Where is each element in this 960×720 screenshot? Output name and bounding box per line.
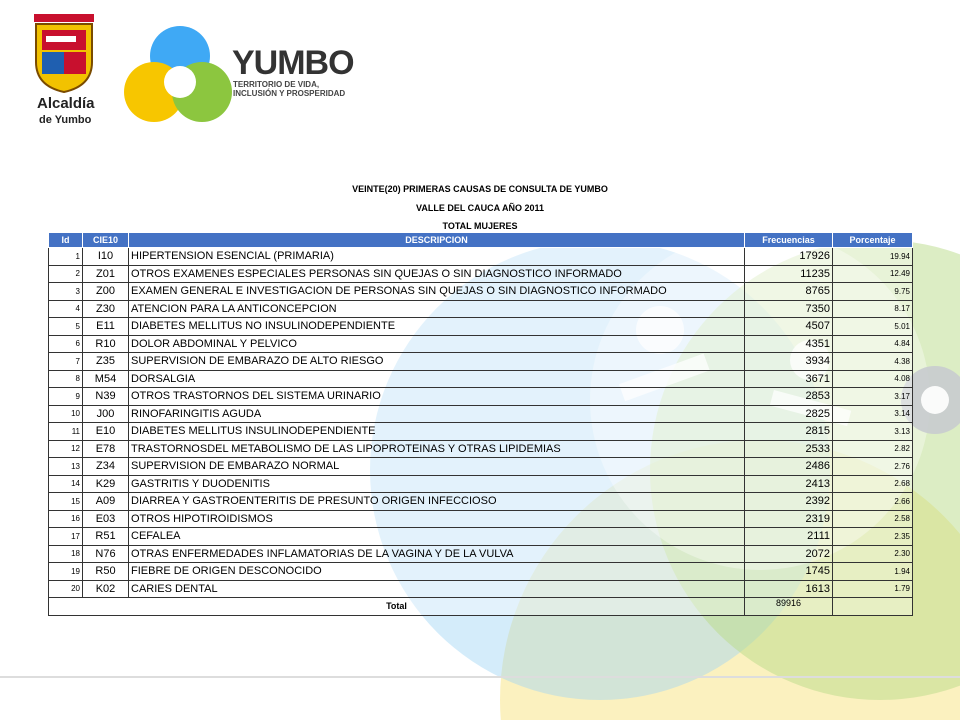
row-id: 9 <box>49 388 83 406</box>
title-line-3: TOTAL MUJERES <box>442 221 518 231</box>
row-percentage: 3.17 <box>833 388 913 406</box>
row-cie10: K02 <box>83 580 129 598</box>
row-frequency: 2533 <box>745 440 833 458</box>
column-header-id: Id <box>49 233 83 248</box>
row-frequency: 2486 <box>745 458 833 476</box>
row-percentage: 2.35 <box>833 528 913 546</box>
row-id: 17 <box>49 528 83 546</box>
table-row <box>49 353 913 371</box>
bottom-divider <box>0 676 960 678</box>
row-cie10: Z35 <box>83 353 129 371</box>
row-cie10: A09 <box>83 493 129 511</box>
row-description: DIARREA Y GASTROENTERITIS DE PRESUNTO ORIGEN INFECCIOSO <box>129 493 745 511</box>
row-description: DIABETES MELLITUS NO INSULINODEPENDIENTE <box>129 318 745 336</box>
row-frequency: 4351 <box>745 335 833 353</box>
row-id: 5 <box>49 318 83 336</box>
row-description: CARIES DENTAL <box>129 580 745 598</box>
table-row <box>49 475 913 493</box>
row-frequency: 7350 <box>745 300 833 318</box>
total-empty-cell <box>833 598 913 616</box>
row-percentage: 4.08 <box>833 370 913 388</box>
row-cie10: I10 <box>83 248 129 266</box>
alcaldia-label: Alcaldía <box>37 95 95 112</box>
total-label: Total <box>49 598 745 616</box>
row-percentage: 1.94 <box>833 563 913 581</box>
row-percentage: 2.68 <box>833 475 913 493</box>
table-header-row <box>49 233 913 248</box>
row-cie10: K29 <box>83 475 129 493</box>
row-id: 11 <box>49 423 83 441</box>
row-description: SUPERVISION DE EMBARAZO NORMAL <box>129 458 745 476</box>
row-frequency: 2072 <box>745 545 833 563</box>
row-cie10: Z01 <box>83 265 129 283</box>
row-percentage: 4.84 <box>833 335 913 353</box>
row-percentage: 5.01 <box>833 318 913 336</box>
row-frequency: 8765 <box>745 283 833 301</box>
row-cie10: R50 <box>83 563 129 581</box>
row-id: 6 <box>49 335 83 353</box>
table-row <box>49 335 913 353</box>
row-frequency: 1613 <box>745 580 833 598</box>
row-cie10: E11 <box>83 318 129 336</box>
row-id: 7 <box>49 353 83 371</box>
row-cie10: J00 <box>83 405 129 423</box>
row-frequency: 2825 <box>745 405 833 423</box>
row-frequency: 3671 <box>745 370 833 388</box>
row-description: DIABETES MELLITUS INSULINODEPENDIENTE <box>129 423 745 441</box>
row-cie10: E03 <box>83 510 129 528</box>
row-percentage: 9.75 <box>833 283 913 301</box>
title-line-2: VALLE DEL CAUCA AÑO 2011 <box>415 203 545 213</box>
table-row <box>49 528 913 546</box>
alcaldia-logo-text <box>37 97 95 127</box>
column-header-percentage: Porcentaje <box>833 233 913 248</box>
table-row <box>49 370 913 388</box>
row-frequency: 2815 <box>745 423 833 441</box>
table-row <box>49 405 913 423</box>
row-cie10: Z00 <box>83 283 129 301</box>
row-cie10: E78 <box>83 440 129 458</box>
row-id: 18 <box>49 545 83 563</box>
row-description: OTRAS ENFERMEDADES INFLAMATORIAS DE LA VAGINA Y DE LA VULVA <box>129 545 745 563</box>
row-id: 3 <box>49 283 83 301</box>
row-id: 20 <box>49 580 83 598</box>
table-row <box>49 563 913 581</box>
table-row <box>49 510 913 528</box>
tagline-line-2: INCLUSIÓN Y PROSPERIDAD <box>233 89 346 98</box>
title-line-1: VEINTE(20) PRIMERAS CAUSAS DE CONSULTA DE YUMBO <box>352 184 608 194</box>
column-header-description: DESCRIPCION <box>129 233 745 248</box>
row-id: 1 <box>49 248 83 266</box>
row-id: 15 <box>49 493 83 511</box>
table-row <box>49 300 913 318</box>
row-id: 19 <box>49 563 83 581</box>
row-percentage: 3.14 <box>833 405 913 423</box>
row-frequency: 3934 <box>745 353 833 371</box>
crest-icon <box>32 14 96 94</box>
row-id: 2 <box>49 265 83 283</box>
row-description: FIEBRE DE ORIGEN DESCONOCIDO <box>129 563 745 581</box>
row-percentage: 2.76 <box>833 458 913 476</box>
row-cie10: R51 <box>83 528 129 546</box>
row-id: 10 <box>49 405 83 423</box>
row-cie10: E10 <box>83 423 129 441</box>
row-percentage: 12.49 <box>833 265 913 283</box>
row-frequency: 1745 <box>745 563 833 581</box>
row-cie10: N76 <box>83 545 129 563</box>
row-description: EXAMEN GENERAL E INVESTIGACION DE PERSONAS SIN QUEJAS O SIN DIAGNOSTICO INFORMADO <box>129 283 745 301</box>
row-description: ATENCION PARA LA ANTICONCEPCION <box>129 300 745 318</box>
table-row <box>49 545 913 563</box>
row-description: OTROS HIPOTIROIDISMOS <box>129 510 745 528</box>
table-row <box>49 580 913 598</box>
row-id: 16 <box>49 510 83 528</box>
total-value: 89916 <box>745 598 833 616</box>
causes-table <box>48 232 913 616</box>
row-percentage: 1.79 <box>833 580 913 598</box>
table-row <box>49 388 913 406</box>
row-description: GASTRITIS Y DUODENITIS <box>129 475 745 493</box>
row-cie10: N39 <box>83 388 129 406</box>
row-frequency: 17926 <box>745 248 833 266</box>
row-frequency: 4507 <box>745 318 833 336</box>
row-id: 12 <box>49 440 83 458</box>
row-id: 13 <box>49 458 83 476</box>
column-header-cie10: CIE10 <box>83 233 129 248</box>
row-id: 4 <box>49 300 83 318</box>
row-description: CEFALEA <box>129 528 745 546</box>
row-description: TRASTORNOSDEL METABOLISMO DE LAS LIPOPROTEINAS Y OTRAS LIPIDEMIAS <box>129 440 745 458</box>
row-description: RINOFARINGITIS AGUDA <box>129 405 745 423</box>
row-frequency: 2392 <box>745 493 833 511</box>
row-percentage: 8.17 <box>833 300 913 318</box>
row-frequency: 2413 <box>745 475 833 493</box>
row-percentage: 2.58 <box>833 510 913 528</box>
row-description: DOLOR ABDOMINAL Y PELVICO <box>129 335 745 353</box>
total-row <box>49 598 913 616</box>
row-id: 8 <box>49 370 83 388</box>
brand-name: YUMBO <box>232 44 354 82</box>
row-frequency: 11235 <box>745 265 833 283</box>
alcaldia-sub-label: de Yumbo <box>39 114 92 126</box>
row-description: OTROS TRASTORNOS DEL SISTEMA URINARIO <box>129 388 745 406</box>
row-cie10: R10 <box>83 335 129 353</box>
table-row <box>49 423 913 441</box>
row-percentage: 19.94 <box>833 248 913 266</box>
row-frequency: 2853 <box>745 388 833 406</box>
column-header-frequency: Frecuencias <box>745 233 833 248</box>
table-row <box>49 493 913 511</box>
row-description: SUPERVISION DE EMBARAZO DE ALTO RIESGO <box>129 353 745 371</box>
row-id: 14 <box>49 475 83 493</box>
row-percentage: 3.13 <box>833 423 913 441</box>
row-description: DORSALGIA <box>129 370 745 388</box>
table-row <box>49 283 913 301</box>
table-row <box>49 265 913 283</box>
yumbo-circles-icon <box>118 20 238 130</box>
row-percentage: 4.38 <box>833 353 913 371</box>
table-row <box>49 458 913 476</box>
table-row <box>49 318 913 336</box>
row-cie10: M54 <box>83 370 129 388</box>
header-logos <box>0 0 360 140</box>
brand-tagline <box>233 80 353 98</box>
row-percentage: 2.30 <box>833 545 913 563</box>
row-description: HIPERTENSION ESENCIAL (PRIMARIA) <box>129 248 745 266</box>
row-frequency: 2319 <box>745 510 833 528</box>
table-row <box>49 248 913 266</box>
tagline-line-1: TERRITORIO DE VIDA, <box>233 80 320 89</box>
row-cie10: Z30 <box>83 300 129 318</box>
row-frequency: 2111 <box>745 528 833 546</box>
table-row <box>49 440 913 458</box>
row-cie10: Z34 <box>83 458 129 476</box>
row-percentage: 2.66 <box>833 493 913 511</box>
row-description: OTROS EXAMENES ESPECIALES PERSONAS SIN QUEJAS O SIN DIAGNOSTICO INFORMADO <box>129 265 745 283</box>
row-percentage: 2.82 <box>833 440 913 458</box>
